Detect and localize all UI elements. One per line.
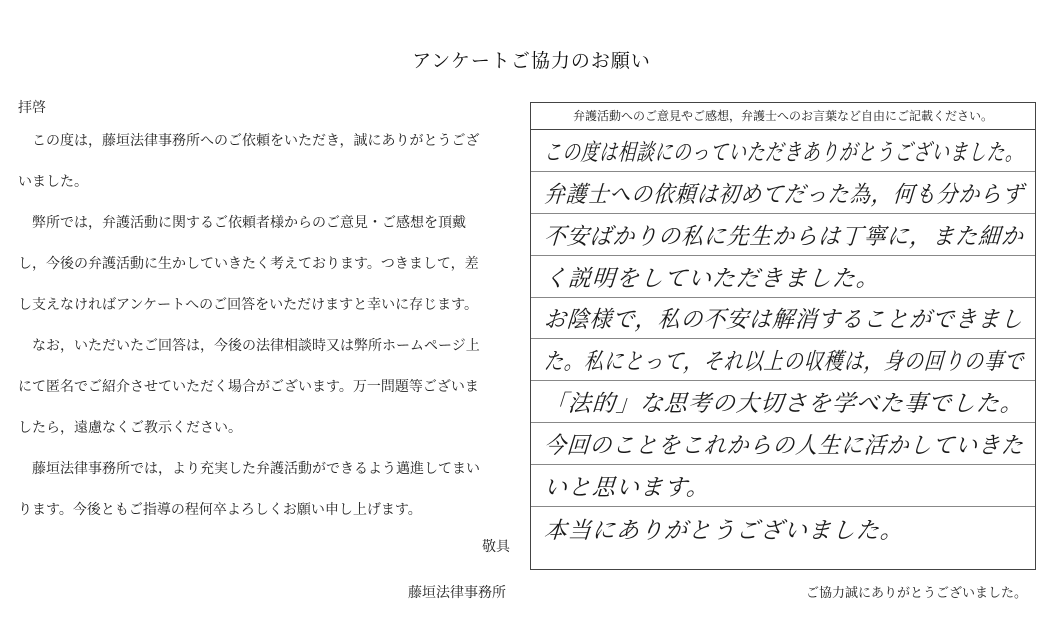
handwritten-text: 弁護士への依頼は初めてだった為，何も分からず <box>543 181 1025 208</box>
feedback-line <box>531 507 1035 549</box>
handwritten-text: 今回のことをこれからの人生に活かしていきた <box>543 433 1025 460</box>
letter-body <box>18 95 510 555</box>
thanks-note: ご協力誠にありがとうございました。 <box>805 586 1027 601</box>
signature: 藤垣法律事務所 <box>408 585 506 601</box>
feedback-line <box>531 465 1035 507</box>
letter-line: この度は，藤垣法律事務所へのご依頼をいただき，誠にありがとうござ <box>18 133 480 149</box>
handwritten-text: お陰様で，私の不安は解消することができまし <box>543 307 1025 334</box>
handwritten-text: 本当にありがとうございました。 <box>543 517 905 544</box>
greeting: 拝啓 <box>18 100 46 116</box>
handwritten-text: く説明をしていただきました。 <box>543 265 881 292</box>
feedback-form <box>530 102 1036 570</box>
form-header: 弁護活動へのご意見やご感想，弁護士へのお言葉など自由にご記載ください。 <box>531 103 1035 130</box>
letter-line: いました。 <box>18 174 88 190</box>
letter-line: したら，遠慮なくご教示ください。 <box>18 420 242 436</box>
feedback-line <box>531 172 1035 214</box>
page-title: アンケートご協力のお願い <box>412 50 651 72</box>
handwritten-text: いと思います。 <box>543 475 712 502</box>
feedback-lines <box>531 130 1035 549</box>
letter-line: にて匿名でご紹介させていただく場合がございます。万一問題等ございま <box>18 379 479 395</box>
closing-keigu: 敬具 <box>482 539 510 555</box>
handwritten-text: 「法的」な思考の大切さを学べた事でした。 <box>543 391 1025 418</box>
feedback-line <box>531 298 1035 340</box>
letter-line: ります。今後ともご指導の程何卒よろしくお願い申し上げます。 <box>18 502 422 518</box>
feedback-line <box>531 214 1035 256</box>
feedback-line <box>531 130 1035 172</box>
letter-line: なお，いただいたご回答は，今後の法律相談時又は弊所ホームページ上 <box>18 338 480 354</box>
handwritten-text: た。私にとって，それ以上の収穫は，身の回りの事で <box>543 349 1026 376</box>
feedback-line <box>531 339 1035 381</box>
handwritten-text: この度は相談にのっていただきありがとうございました。 <box>543 139 1025 166</box>
feedback-line <box>531 381 1035 423</box>
handwritten-text: 不安ばかりの私に先生からは丁寧に，また細か <box>543 223 1025 250</box>
letter-line: 弊所では，弁護活動に関するご依頼者様からのご意見・ご感想を頂戴 <box>18 215 466 231</box>
feedback-line <box>531 256 1035 298</box>
feedback-line <box>531 423 1035 465</box>
letter-line: 藤垣法律事務所では，より充実した弁護活動ができるよう邁進してまい <box>18 461 480 477</box>
letter-line: し支えなければアンケートへのご回答をいただけますと幸いに存じます。 <box>18 297 479 313</box>
letter-line: し，今後の弁護活動に生かしていきたく考えております。つきまして，差 <box>18 256 479 272</box>
